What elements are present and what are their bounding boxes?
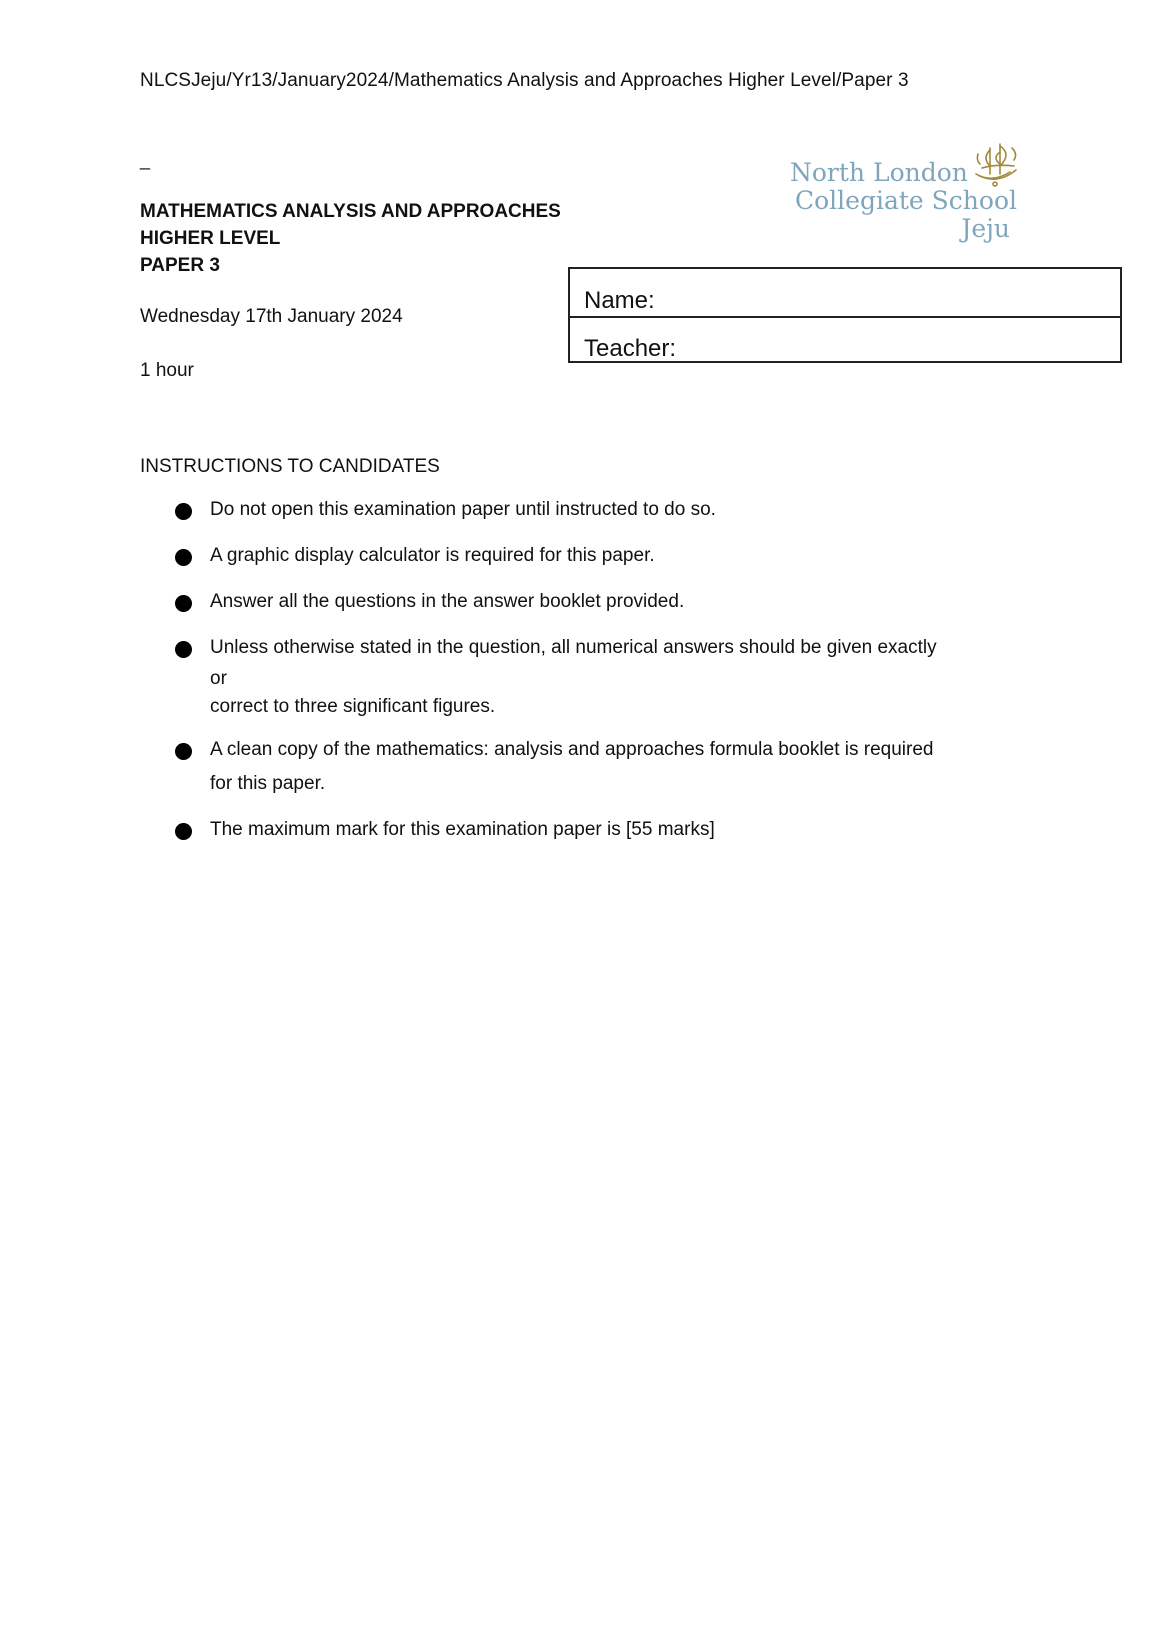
exam-title-line2: HIGHER LEVEL <box>140 228 281 249</box>
exam-title-line1: MATHEMATICS ANALYSIS AND APPROACHES <box>140 201 561 222</box>
list-item <box>175 813 1015 847</box>
instruction-text: A clean copy of the mathematics: analysis and approaches formula booklet is required <box>210 739 934 760</box>
logo-text-line1: North London <box>790 158 968 187</box>
exam-duration: 1 hour <box>140 360 194 381</box>
exam-title <box>140 198 561 279</box>
instruction-text: or <box>210 668 227 689</box>
instruction-text: Unless otherwise stated in the question, all numerical answers should be given exactly <box>210 637 937 658</box>
list-item <box>175 733 1015 801</box>
instruction-text: correct to three significant figures. <box>210 696 496 717</box>
list-item <box>175 493 1015 527</box>
instruction-text: The maximum mark for this examination paper is [55 marks] <box>210 819 715 840</box>
bullet-icon <box>175 823 192 840</box>
document-header-path: NLCSJeju/Yr13/January2024/Mathematics Analysis and Approaches Higher Level/Paper 3 <box>140 70 909 91</box>
list-item <box>175 585 1015 619</box>
teacher-field[interactable] <box>570 317 1120 364</box>
exam-date: Wednesday 17th January 2024 <box>140 306 403 327</box>
instructions-list <box>175 493 1015 859</box>
header-dash: _ <box>140 150 151 170</box>
list-item <box>175 539 1015 573</box>
name-label: Name: <box>584 287 655 314</box>
bullet-icon <box>175 641 192 658</box>
logo-text-line3: Jeju <box>961 214 1010 243</box>
teacher-label: Teacher: <box>584 335 677 362</box>
instruction-text: A graphic display calculator is required for this paper. <box>210 545 655 566</box>
bullet-icon <box>175 595 192 612</box>
ship-crest-icon <box>970 140 1022 192</box>
school-logo <box>790 140 1020 252</box>
logo-text-line2: Collegiate School <box>795 186 1017 215</box>
instructions-heading: INSTRUCTIONS TO CANDIDATES <box>140 456 440 477</box>
bullet-icon <box>175 743 192 760</box>
name-field[interactable] <box>570 269 1120 318</box>
bullet-icon <box>175 503 192 520</box>
candidate-info-box <box>568 267 1122 363</box>
instruction-text: Do not open this examination paper until instructed to do so. <box>210 499 716 520</box>
instruction-text: Answer all the questions in the answer booklet provided. <box>210 591 685 612</box>
exam-title-line3: PAPER 3 <box>140 255 220 276</box>
list-item <box>175 631 1015 721</box>
instruction-text: for this paper. <box>210 773 326 794</box>
bullet-icon <box>175 549 192 566</box>
